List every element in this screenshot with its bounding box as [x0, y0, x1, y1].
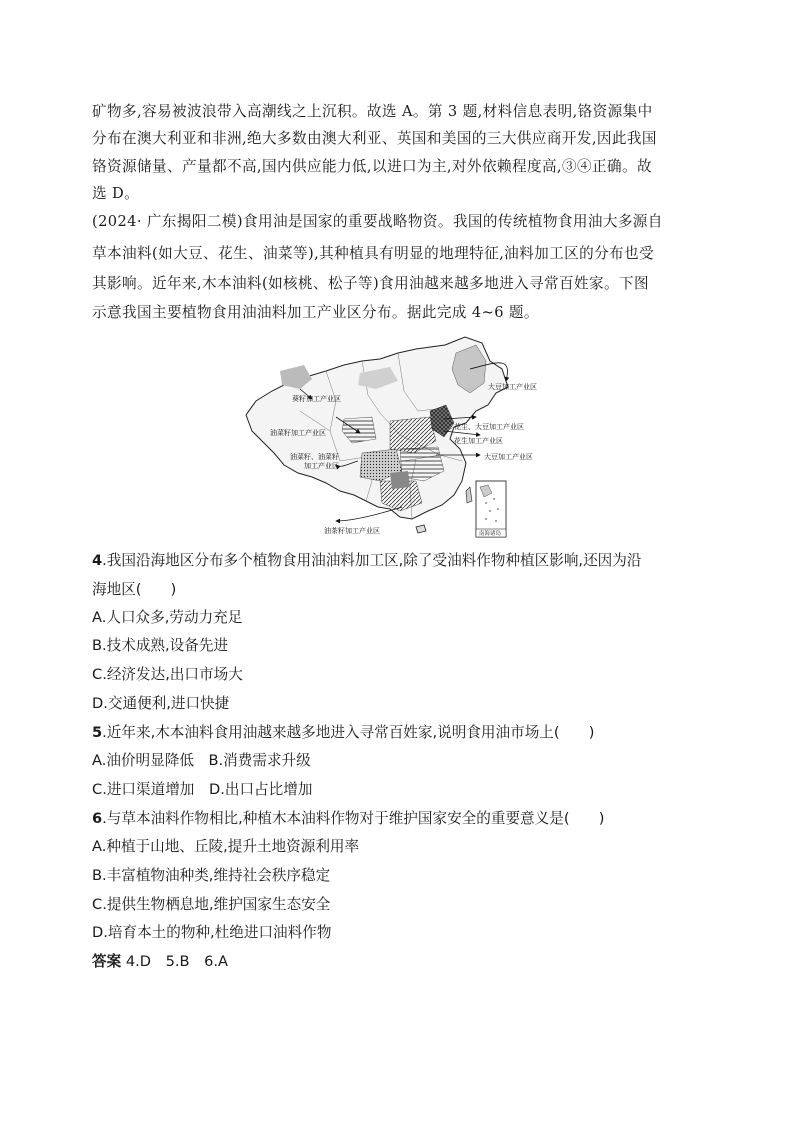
map-label: 油菜籽加工产业区 [270, 429, 326, 437]
map-label: 大豆加工产业区 [484, 453, 533, 461]
option-c: C.经济发达,出口市场大 [92, 666, 243, 683]
question-4-stem: 4.我国沿海地区分布多个植物食用油油料加工区,除了受油料作物种植区影响,还因为沿 [92, 552, 642, 569]
option-b: B.技术成熟,设备先进 [92, 637, 229, 654]
explanation-line: 选 D。 [92, 185, 140, 202]
answer-text: 4.D 5.B 6.A [121, 953, 229, 970]
options-cd: C.进口渠道增加 D.出口占比增加 [92, 781, 313, 798]
china-oil-industry-map [240, 331, 560, 541]
map-label: 大豆加工产业区 [488, 383, 537, 391]
option-c: C.提供生物栖息地,维护国家生态安全 [92, 896, 331, 913]
material-line: 草本油料(如大豆、花生、油菜等),其种植具有明显的地理特征,油料加工区的分布也受 [92, 245, 655, 262]
map-label: 加工产业区 [304, 462, 339, 470]
material-line: 其影响。近年来,木本油料(如核桃、松子等)食用油越来越多地进入寻常百姓家。下图 [92, 275, 650, 292]
answer-line [92, 950, 228, 971]
material-line: (2024· 广东揭阳二模)食用油是国家的重要战略物资。我国的传统植物食用油大多源自 [92, 213, 663, 230]
question-5-stem: 5.近年来,木本油料食用油越来越多地进入寻常百姓家,说明食用油市场上( ) [92, 724, 595, 741]
explanation-line: 铬资源储量、产量都不高,国内供应能力低,以进口为主,对外依赖程度高,③④正确。故 [92, 158, 652, 175]
question-number: 5 [92, 724, 103, 741]
question-4-stem-cont: 海地区( ) [92, 581, 177, 598]
options-ab: A.油价明显降低 B.消费需求升级 [92, 752, 311, 769]
explanation-line: 分布在澳大利亚和非洲,绝大多数由澳大利亚、英国和美国的三大供应商开发,因此我国 [92, 130, 657, 147]
question-number: 6 [92, 810, 103, 827]
option-a: A.种植于山地、丘陵,提升土地资源利用率 [92, 838, 360, 855]
inset-label: 南海诸岛 [479, 531, 502, 537]
map-label: 花生、大豆加工产业区 [454, 423, 524, 431]
option-d: D.交通便利,进口快捷 [92, 695, 230, 712]
south-china-sea-inset [476, 481, 506, 537]
map-label: 葵籽加工产业区 [292, 395, 341, 403]
material-line: 示意我国主要植物食用油油料加工产业区分布。据此完成 4~6 题。 [92, 304, 539, 321]
option-b: B.丰富植物油种类,维持社会秩序稳定 [92, 867, 331, 884]
map-label: 油茶籽加工产业区 [324, 527, 380, 535]
answer-label: 答案 [92, 953, 122, 970]
map-label: 油菜籽、油菜籽 [290, 453, 339, 461]
option-a: A.人口众多,劳动力充足 [92, 609, 243, 626]
question-6-stem: 6.与草本油料作物相比,种植木本油料作物对于维护国家安全的重要意义是( ) [92, 810, 605, 827]
question-number: 4 [92, 552, 103, 569]
explanation-line: 矿物多,容易被波浪带入高潮线之上沉积。故选 A。第 3 题,材料信息表明,铬资源集中 [92, 103, 653, 120]
map-label: 花生加工产业区 [454, 437, 503, 445]
option-d: D.培育本土的物种,杜绝进口油料作物 [92, 924, 332, 941]
